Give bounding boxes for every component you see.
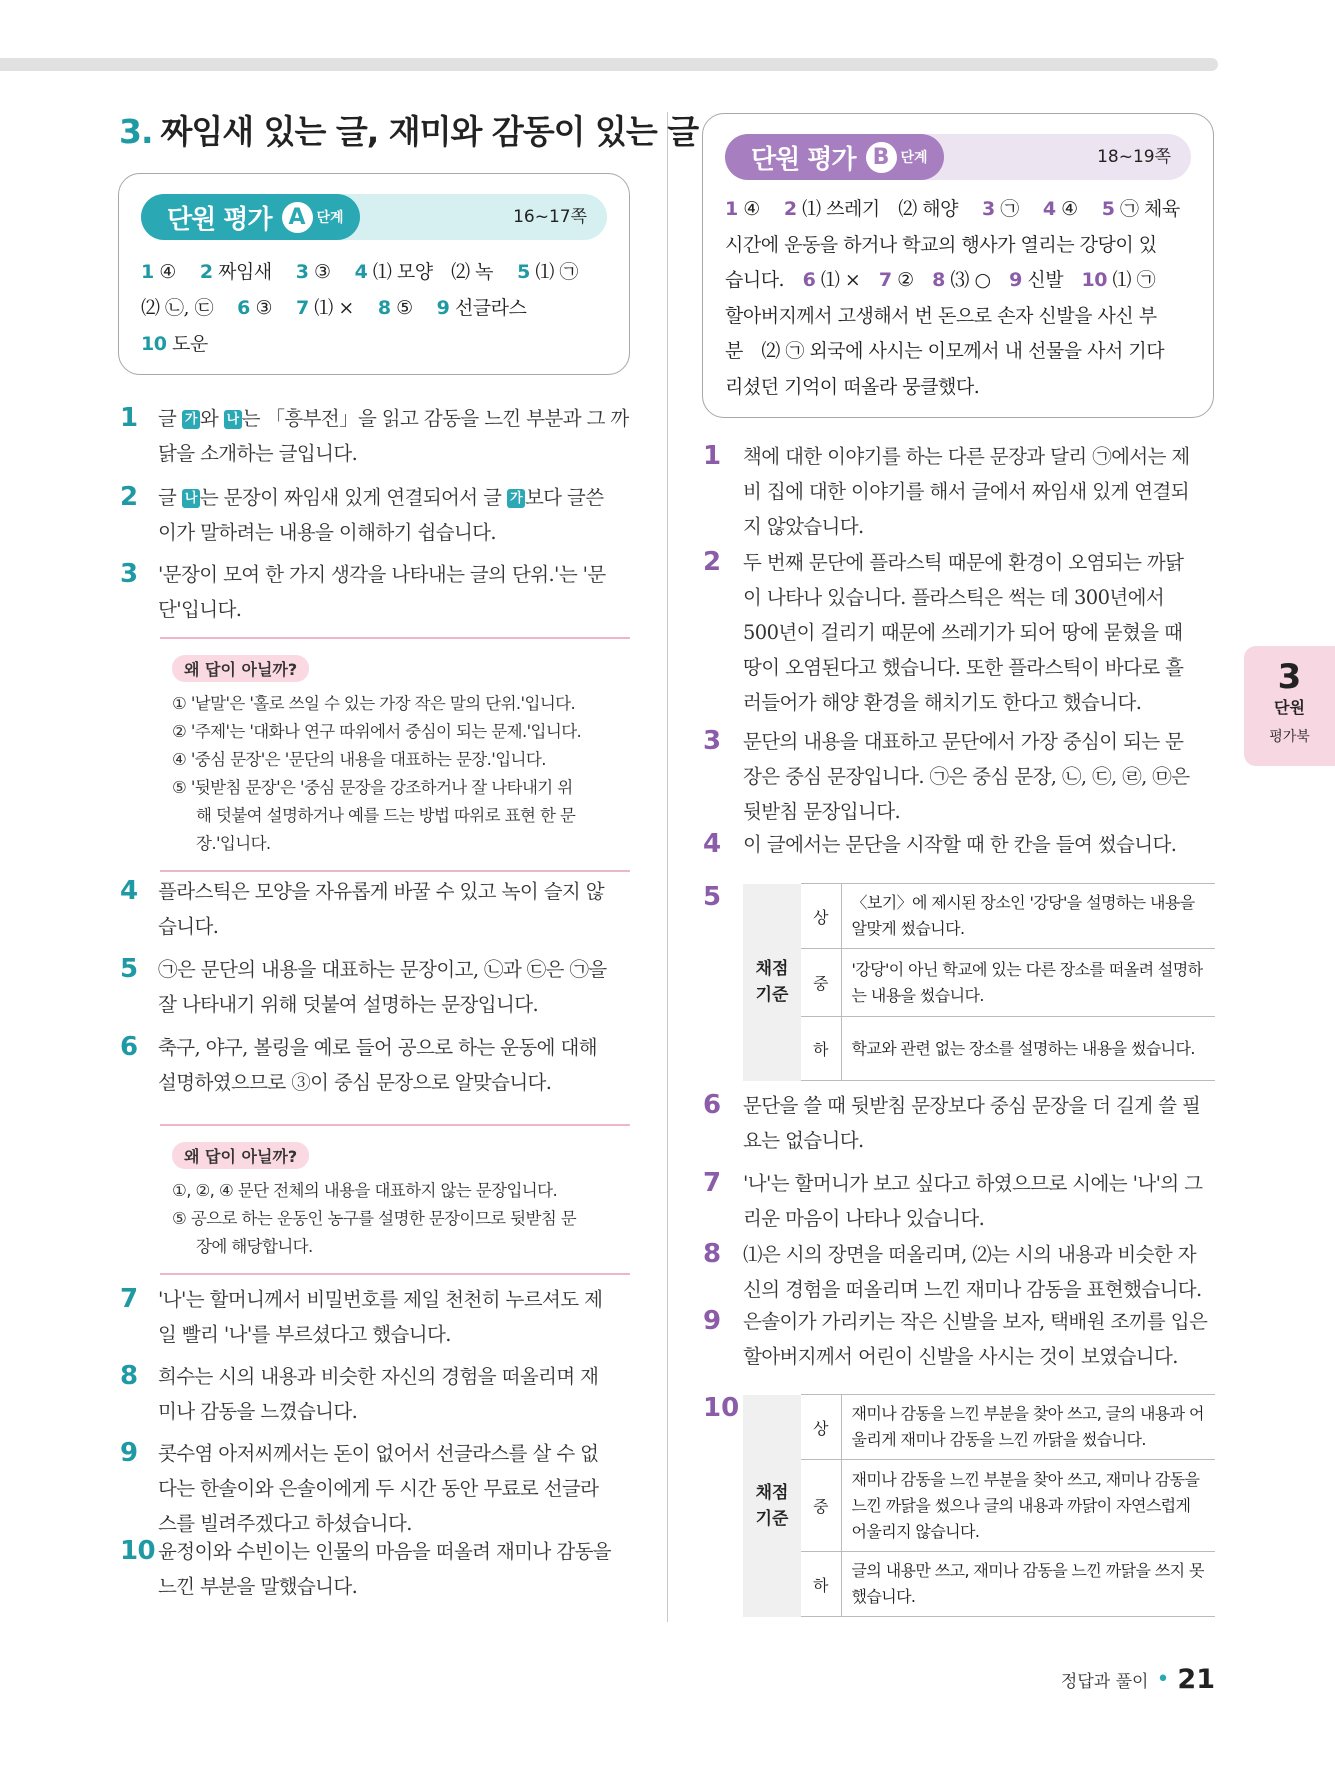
answer-number: 3: [982, 198, 995, 220]
question-number: 2: [703, 547, 721, 577]
answer-number: 10: [1081, 269, 1107, 291]
text-run: 축구, 야구, 볼링을 예로 들어 공으로 하는 운동에 대해: [158, 1036, 597, 1059]
scoring-criteria-table: [743, 1394, 1215, 1617]
text-run: ㉠: [994, 198, 1043, 220]
level-label: 상: [801, 1395, 841, 1460]
text-run: 설명하였으므로 ③이 중심 문장으로 알맞습니다.: [158, 1071, 552, 1094]
level-a-badge: A: [282, 202, 313, 233]
unit-test-b-title: 단원 평가: [751, 144, 856, 175]
step-label: 단계: [900, 150, 928, 166]
text-run: ㉠ 체육: [1114, 198, 1180, 220]
text-run: 시간에 운동을 하거나 학교의 행사가 열리는 강당이 있: [725, 233, 1157, 256]
explanation-line: [743, 724, 1215, 759]
text-run: 장은 중심 문장입니다. ㉠은 중심 문장, ㉡, ㉢, ㉣, ㉤은: [743, 765, 1190, 788]
explanation-item: [703, 545, 1215, 720]
criterion-description: 글의 내용만 쓰고, 재미나 감동을 느낀 까닭을 쓰지 못했습니다.: [841, 1552, 1215, 1617]
text-run: 이가 말하려는 내용을 이해하기 쉽습니다.: [158, 521, 497, 544]
text-run: 500년이 걸리기 때문에 쓰레기가 되어 땅에 묻혔을 때: [743, 621, 1183, 644]
explanation-item: [120, 874, 630, 944]
unit-test-b-header: [725, 134, 1191, 180]
explanation-line: [158, 1282, 630, 1317]
text-run: 신의 경험을 떠올리며 느낀 재미나 감동을 표현했습니다.: [743, 1278, 1202, 1301]
text-run: 신발: [1021, 269, 1082, 291]
text-run: 리셨던 기억이 떠올라 뭉클했다.: [725, 375, 980, 398]
answer-number: 7: [878, 269, 892, 291]
explanation-item: [703, 1304, 1215, 1374]
passage-tag: 가: [507, 489, 525, 508]
why-not-answer-label: 왜 답이 아닐까?: [172, 655, 309, 682]
explanation-line: [743, 1339, 1215, 1374]
explanation-line: [158, 1436, 630, 1471]
criterion-description: 학교와 관련 없는 장소를 설명하는 내용을 썼습니다.: [841, 1017, 1215, 1081]
unit-test-a-box: [118, 173, 630, 375]
text-run: ⑤: [390, 297, 437, 319]
why-not-answer-line: ⑤ 공으로 하는 운동인 농구를 설명한 문장이므로 뒷받침 문: [172, 1209, 577, 1228]
question-number: 2: [120, 482, 138, 512]
explanation-line: [158, 480, 630, 515]
explanation-line: [158, 874, 630, 909]
question-number: 1: [703, 441, 721, 471]
text-run: 요는 없습니다.: [743, 1129, 864, 1152]
text-run: ⑴ 모양 ⑵ 녹: [367, 261, 518, 283]
why-not-answer-line: ② '주제'는 '대화나 연구 따위에서 중심이 되는 문제.'입니다.: [172, 722, 582, 741]
explanation-line: [158, 515, 630, 550]
text-run: ⑴ ×: [308, 297, 378, 319]
answer-number: 4: [354, 261, 368, 283]
page-number: 21: [1177, 1664, 1215, 1695]
answer-number: 3: [295, 261, 309, 283]
explanation-line: [743, 1123, 1215, 1158]
text-run: 문단의 내용을 대표하고 문단에서 가장 중심이 되는 문: [743, 730, 1184, 753]
column-divider: [667, 112, 668, 1622]
why-not-answer-line: 해 덧붙여 설명하거나 예를 드는 방법 따위로 표현 한 문: [196, 806, 576, 825]
answer-line: [141, 254, 607, 290]
text-run: '나'는 할머니가 보고 싶다고 하였으므로 시에는 '나'의 그: [743, 1172, 1203, 1195]
why-not-answer-line: ⑤ '뒷받침 문장'은 '중심 문장을 강조하거나 잘 나타내기 위: [172, 778, 573, 797]
text-run: 은솔이가 가리키는 작은 신발을 보자, 택배원 조끼를 입은: [743, 1310, 1208, 1333]
text-run: ③: [249, 297, 297, 319]
question-number: 8: [120, 1361, 138, 1391]
text-run: 글: [158, 407, 182, 430]
chapter-side-tab: [1244, 646, 1335, 766]
bullet-icon: •: [1156, 1667, 1170, 1692]
answer-number: 5: [1101, 198, 1115, 220]
explanation-line: [743, 545, 1215, 580]
text-run: 는 「흥부전」을 읽고 감동을 느낀 부분과 그 까: [241, 407, 629, 430]
text-run: 플라스틱은 모양을 자유롭게 바꿀 수 있고 녹이 슬지 않: [158, 880, 605, 903]
question-number: 7: [120, 1284, 138, 1314]
answer-line: [141, 326, 607, 362]
explanation-line: [158, 1065, 630, 1100]
explanation-line: [743, 1166, 1215, 1201]
answer-number: 2: [199, 261, 213, 283]
answer-number: 1: [141, 261, 154, 283]
criterion-label-part: 채점: [755, 959, 789, 979]
criteria-row: [743, 1017, 1215, 1081]
why-not-answer-box: [160, 637, 630, 872]
text-run: ⑶ ○: [944, 269, 1010, 291]
text-run: 희수는 시의 내용과 비슷한 자신의 경험을 떠올리며 재: [158, 1365, 599, 1388]
answer-number: 9: [1009, 269, 1022, 291]
criteria-row: [743, 1395, 1215, 1460]
answer-line: [725, 192, 1191, 228]
unit-test-b-box: [702, 113, 1214, 418]
why-not-answer-box: [160, 1124, 630, 1275]
answer-number: 2: [783, 198, 797, 220]
text-run: 도운: [166, 333, 208, 355]
text-run: 보다 글쓴: [524, 486, 604, 509]
text-run: 글: [158, 486, 182, 509]
criterion-label-part: 기준: [755, 1508, 789, 1529]
explanation-line: [743, 509, 1215, 544]
text-run: 지 않았습니다.: [743, 515, 864, 538]
answer-number: 6: [802, 269, 816, 291]
criterion-description: 〈보기〉에 제시된 장소인 '강당'을 설명하는 내용을 알맞게 썼습니다.: [841, 884, 1215, 949]
explanation-item: [120, 1359, 630, 1429]
explanation-line: [158, 1534, 630, 1569]
text-run: '나'는 할머니께서 비밀번호를 제일 천천히 누르셔도 제: [158, 1288, 603, 1311]
explanation-line: [158, 436, 630, 471]
text-run: 비 집에 대한 이야기를 해서 글에서 짜임새 있게 연결되: [743, 480, 1190, 503]
explanation-line: [158, 592, 630, 627]
unit-test-a-title: 단원 평가: [167, 204, 272, 235]
text-run: ⑴ ㉠: [529, 261, 578, 283]
answer-number: 8: [377, 297, 391, 319]
question-number: 6: [703, 1090, 721, 1120]
explanation-item: [703, 1237, 1215, 1307]
text-run: 윤정이와 수빈이는 인물의 마음을 떠올려 재미나 감동을: [158, 1540, 612, 1563]
answer-line: [725, 299, 1191, 335]
criterion-description: 재미나 감동을 느낀 부분을 찾아 쓰고, 글의 내용과 어울리게 재미나 감동을 느낀 까닭을 썼습니다.: [841, 1395, 1215, 1460]
explanation-item: [120, 557, 630, 627]
text-run: ⑵ ㉡, ㉢: [141, 297, 238, 319]
text-run: ⑴은 시의 장면을 떠올리며, ⑵는 시의 내용과 비슷한 자: [743, 1243, 1196, 1266]
book-label: 평가북: [1269, 729, 1310, 745]
text-run: 리운 마음이 나타나 있습니다.: [743, 1207, 985, 1230]
explanation-line: [743, 1088, 1215, 1123]
question-number: 4: [120, 876, 138, 906]
text-run: 콧수염 아저씨께서는 돈이 없어서 선글라스를 살 수 없: [158, 1442, 599, 1465]
explanation-item: [703, 724, 1215, 829]
criterion-description: '강당'이 아닌 학교에 있는 다른 장소를 떠올려 설명하는 내용을 썼습니다.: [841, 949, 1215, 1017]
explanation-line: [158, 987, 630, 1022]
step-label: 단계: [316, 210, 344, 226]
explanation-item: [703, 1166, 1215, 1236]
explanation-line: [158, 1030, 630, 1065]
text-run: 와: [199, 407, 224, 430]
text-run: 짜임새: [212, 261, 296, 283]
answer-line: [725, 263, 1191, 299]
level-label: 하: [801, 1017, 841, 1081]
explanation-line: [158, 1359, 630, 1394]
chapter-number: 3: [1277, 657, 1302, 697]
question-number: 4: [703, 829, 721, 859]
text-run: 할아버지께서 어린이 신발을 사시는 것이 보였습니다.: [743, 1345, 1178, 1368]
text-run: 는 문장이 짜임새 있게 연결되어서 글: [199, 486, 507, 509]
answer-number: 6: [237, 297, 250, 319]
criterion-label-part: 기준: [755, 985, 789, 1005]
answer-number: 9: [436, 297, 450, 319]
text-run: ⑴ 쓰레기 ⑵ 해양: [796, 198, 983, 220]
why-not-answer-line: 장.'입니다.: [196, 834, 271, 853]
explanation-line: [158, 401, 630, 436]
explanation-line: [158, 952, 630, 987]
explanation-line: [743, 474, 1215, 509]
text-run: 문단을 쓸 때 뒷받침 문장보다 중심 문장을 더 길게 쓸 필: [743, 1094, 1201, 1117]
why-not-answer-line: ①, ②, ④ 문단 전체의 내용을 대표하지 않는 문장입니다.: [172, 1181, 558, 1200]
question-number: 10: [120, 1536, 155, 1566]
question-number: 8: [703, 1239, 721, 1269]
text-run: 미나 감동을 느꼈습니다.: [158, 1400, 358, 1423]
explanation-item: [703, 439, 1215, 544]
text-run: 선글라스: [449, 297, 527, 319]
text-run: 이 나타나 있습니다. 플라스틱은 썩는 데 300년에서: [743, 586, 1165, 609]
explanation-line: [743, 759, 1215, 794]
text-run: ④: [1055, 198, 1102, 220]
question-number: 9: [120, 1438, 138, 1468]
explanation-line: [743, 1272, 1215, 1307]
explanation-line: [743, 580, 1215, 615]
text-run: ④: [153, 261, 200, 283]
explanation-line: [743, 615, 1215, 650]
criteria-row: [743, 1460, 1215, 1552]
criterion-label: [743, 884, 801, 1081]
answer-line: [725, 228, 1191, 264]
level-label: 상: [801, 884, 841, 949]
why-not-answer-label: 왜 답이 아닐까?: [172, 1142, 309, 1169]
criterion-description: 재미나 감동을 느낀 부분을 찾아 쓰고, 재미나 감동을 느낀 까닭을 썼으나 글의 내용과 까닭이 자연스럽게 어울리지 않습니다.: [841, 1460, 1215, 1552]
page-range: 16~17쪽: [513, 207, 587, 227]
top-bar: [0, 58, 1218, 71]
text-run: 닭을 소개하는 글입니다.: [158, 442, 358, 465]
level-label: 하: [801, 1552, 841, 1617]
explanation-item: [120, 1436, 630, 1541]
answer-number: 8: [932, 269, 945, 291]
text-run: 땅이 오염된다고 했습니다. 또한 플라스틱이 바다로 흘: [743, 656, 1184, 679]
text-run: 다는 한솔이와 은솔이에게 두 시간 동안 무료로 선글라: [158, 1477, 599, 1500]
text-run: ③: [308, 261, 355, 283]
question-number: 9: [703, 1306, 721, 1336]
answer-number: 4: [1042, 198, 1056, 220]
unit-test-a-header: [141, 194, 607, 240]
text-run: '문장이 모여 한 가지 생각을 나타내는 글의 단위.'는 '문: [158, 563, 606, 586]
answer-key-a: [141, 254, 607, 362]
answer-line: [141, 290, 607, 326]
why-not-answer-line: 장에 해당합니다.: [196, 1237, 313, 1256]
criterion-label: [743, 1395, 801, 1617]
question-number: 7: [703, 1168, 721, 1198]
text-run: 분 ⑵ ㉠ 외국에 사시는 이모께서 내 선물을 사서 기다: [725, 340, 1165, 362]
question-number: 5: [703, 882, 722, 912]
page-range: 18~19쪽: [1097, 147, 1171, 167]
answer-number: 7: [296, 297, 309, 319]
why-not-answer-line: ④ '중심 문장'은 '문단의 내용을 대표하는 문장.'입니다.: [172, 750, 546, 769]
text-run: 러들어가 해양 환경을 해치기도 한다고 했습니다.: [743, 691, 1142, 714]
page-footer: [1061, 1664, 1215, 1695]
text-run: 이 글에서는 문단을 시작할 때 한 칸을 들여 썼습니다.: [743, 833, 1177, 856]
explanation-line: [158, 909, 630, 944]
criterion-label-part: 채점: [755, 1482, 789, 1503]
scoring-criteria-table: [743, 883, 1215, 1081]
explanation-line: [158, 1394, 630, 1429]
explanation-item: [120, 952, 630, 1022]
passage-tag: 가: [182, 410, 200, 429]
explanation-line: [158, 1471, 630, 1506]
text-run: ②: [891, 269, 933, 291]
criteria-row: [743, 949, 1215, 1017]
explanation-line: [743, 794, 1215, 829]
why-not-answer-line: ① '낱말'은 '홀로 쓰일 수 있는 가장 작은 말의 단위.'입니다.: [172, 694, 576, 713]
explanation-line: [743, 1304, 1215, 1339]
level-b-badge: B: [866, 142, 897, 173]
text-run: 뒷받침 문장입니다.: [743, 800, 901, 823]
footer-label: 정답과 풀이: [1060, 1672, 1149, 1692]
question-number: 1: [120, 403, 138, 433]
text-run: ④: [737, 198, 784, 220]
text-run: 책에 대한 이야기를 하는 다른 문장과 달리 ㉠에서는 제: [743, 445, 1190, 468]
passage-tag: 나: [182, 489, 200, 508]
level-label: 중: [801, 949, 841, 1017]
explanation-line: [743, 827, 1215, 862]
chapter-unit-label: 단원: [1274, 698, 1305, 717]
explanation-item: [120, 480, 630, 550]
explanation-item: [703, 1088, 1215, 1158]
text-run: 습니다.: [158, 915, 219, 938]
explanation-line: [743, 1201, 1215, 1236]
text-run: 습니다.: [725, 269, 803, 291]
explanation-line: [158, 557, 630, 592]
text-run: 할아버지께서 고생해서 번 돈으로 손자 신발을 사신 부: [725, 304, 1157, 327]
text-run: ⑴ ㉠: [1107, 269, 1156, 291]
text-run: ⑴ ×: [815, 269, 879, 291]
text-run: 느낀 부분을 말했습니다.: [158, 1575, 358, 1598]
answer-key-b: [725, 192, 1191, 405]
text-run: 잘 나타내기 위해 덧붙여 설명하는 문장입니다.: [158, 993, 539, 1016]
question-number: 3: [120, 559, 138, 589]
answer-number: 1: [725, 198, 738, 220]
explanation-line: [743, 439, 1215, 474]
text-run: 두 번째 문단에 플라스틱 때문에 환경이 오염되는 까닭: [743, 551, 1184, 574]
explanation-item: [703, 827, 1215, 862]
question-number: 5: [120, 954, 138, 984]
level-label: 중: [801, 1460, 841, 1552]
text-run: 단'입니다.: [158, 598, 242, 621]
question-number: 10: [703, 1393, 740, 1423]
answer-number: 10: [141, 333, 167, 355]
explanation-line: [743, 685, 1215, 720]
answer-line: [725, 370, 1191, 406]
criteria-row: [743, 884, 1215, 949]
explanation-line: [158, 1317, 630, 1352]
text-run: ㉠은 문단의 내용을 대표하는 문장이고, ㉡과 ㉢은 ㉠을: [158, 958, 607, 981]
explanation-line: [743, 1237, 1215, 1272]
answer-line: [725, 334, 1191, 370]
section-title-text: 짜임새 있는 글, 재미와 감동이 있는 글: [160, 112, 699, 151]
explanation-line: [743, 650, 1215, 685]
text-run: 일 빨리 '나'를 부르셨다고 했습니다.: [158, 1323, 451, 1346]
text-run: 스를 빌려주겠다고 하셨습니다.: [158, 1512, 412, 1535]
question-number: 6: [120, 1032, 138, 1062]
section-title: [119, 106, 698, 153]
passage-tag: 나: [224, 410, 242, 429]
answer-number: 5: [517, 261, 530, 283]
section-number: 3.: [119, 112, 153, 151]
criteria-row: [743, 1552, 1215, 1617]
explanation-item: [120, 1534, 630, 1604]
explanation-item: [120, 1030, 630, 1100]
explanation-item: [120, 401, 630, 471]
explanation-line: [158, 1569, 630, 1604]
question-number: 3: [703, 726, 721, 756]
explanation-item: [120, 1282, 630, 1352]
